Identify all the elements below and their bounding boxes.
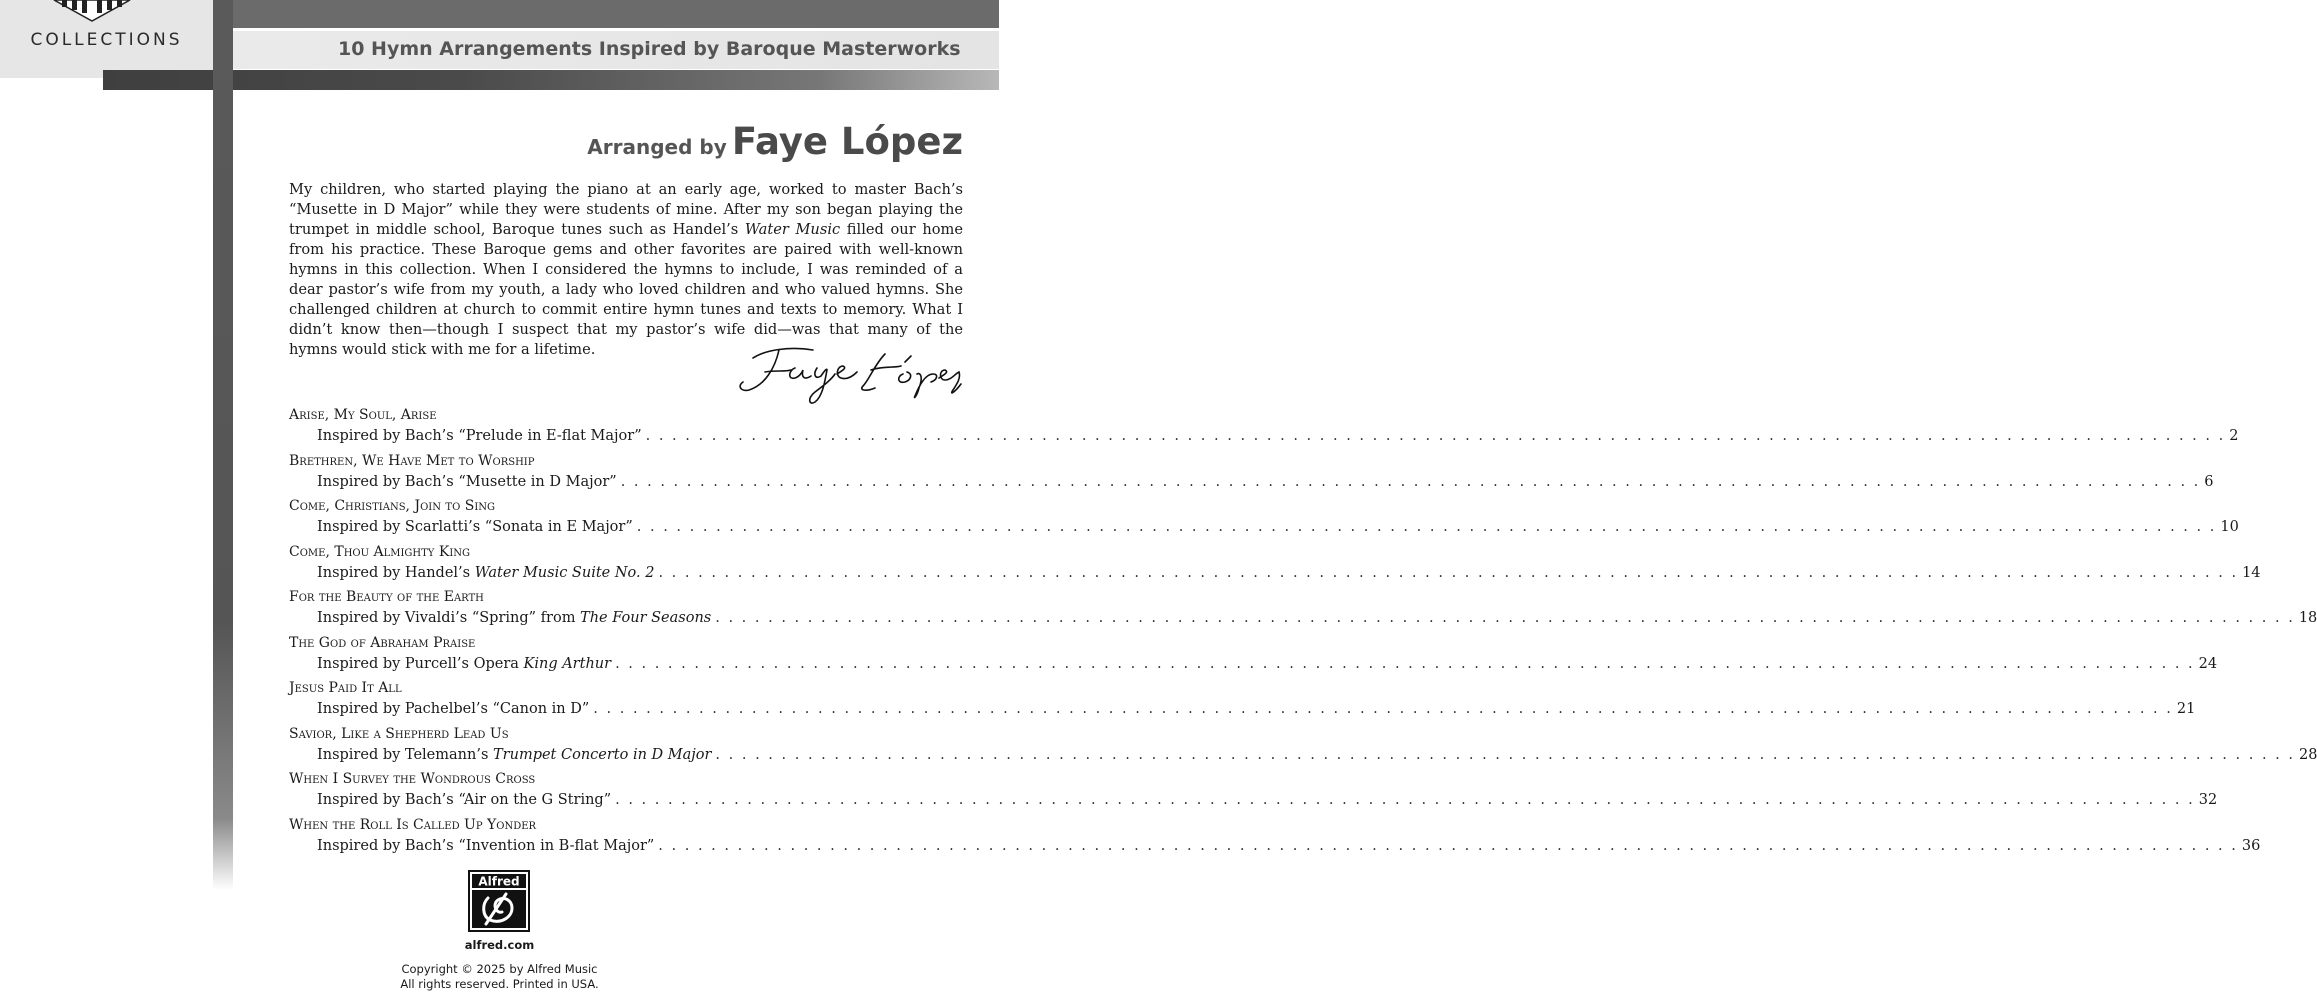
toc-hymn-title: When the Roll Is Called Up Yonder — [289, 816, 537, 833]
copyright-block — [0, 962, 999, 992]
toc-work-title: The Four Seasons — [580, 610, 712, 626]
toc-leader-dots: . . . . . . . . . . . . . . . . . . . . . . . . . . . . . . . . . . . . . . . . . . . . . . . . . . . . . . . . . . . . . . . . . . . . . . . . . . . . . . . . . . . . . . . . . . . . . . . . . . . . . . . . . . . . . . . . . . . . . . . . — [658, 564, 2239, 581]
toc-hymn-title: Savior, Like a Shepherd Lead Us — [289, 725, 509, 742]
toc-entry — [289, 815, 2261, 861]
toc-work-title: Trumpet Concerto in D Major — [493, 746, 712, 763]
table-of-contents — [289, 405, 2317, 860]
toc-entry — [289, 769, 2218, 815]
toc-inspiration-text: Inspired by Bach’s “Musette in D Major” — [317, 473, 617, 490]
toc-inspiration — [317, 836, 654, 857]
toc-inspiration-text: Inspired by Scarlatti’s “Sonata in E Major” — [317, 519, 633, 535]
toc-inspiration-line — [289, 563, 2261, 584]
toc-inspiration-line — [289, 745, 2317, 766]
intro-text-italic: Water Music — [744, 221, 841, 238]
toc-inspiration — [317, 745, 711, 766]
toc-hymn-title: Brethren, We Have Met to Worship — [289, 452, 535, 469]
rights-line: All rights reserved. Printed in USA. — [400, 977, 599, 991]
toc-inspiration — [317, 608, 711, 629]
toc-leader-dots: . . . . . . . . . . . . . . . . . . . . . . . . . . . . . . . . . . . . . . . . . . . . . . . . . . . . . . . . . . . . . . . . . . . . . . . . . . . . . . . . . . . . . . . . . . . . . . . . . . . . . . . . . . . . . . . . . . . . . . . . — [636, 519, 2217, 535]
toc-page-number: 14 — [2242, 564, 2261, 581]
toc-inspiration-text: Inspired by Purcell’s Opera — [317, 655, 524, 672]
toc-hymn-title: Arise, My Soul, Arise — [289, 407, 437, 423]
toc-inspiration-line — [289, 654, 2218, 675]
copyright-line: Copyright © 2025 by Alfred Music — [401, 962, 598, 976]
toc-entry — [289, 405, 2239, 451]
toc-inspiration — [317, 426, 642, 447]
toc-hymn-title: The God of Abraham Praise — [289, 634, 476, 651]
toc-entry — [289, 724, 2317, 770]
toc-page-number: 18 — [2298, 610, 2317, 626]
cross-vertical-bar — [213, 0, 233, 890]
toc-inspiration-text: Inspired by Bach’s “Invention in B-flat Major” — [317, 837, 655, 854]
toc-leader-dots: . . . . . . . . . . . . . . . . . . . . . . . . . . . . . . . . . . . . . . . . . . . . . . . . . . . . . . . . . . . . . . . . . . . . . . . . . . . . . . . . . . . . . . . . . . . . . . . . . . . . . . . . . . . . . . . . . . . . . . . . — [715, 746, 2296, 763]
toc-inspiration-text: Inspired by Bach’s “Prelude in E-flat Major” — [317, 428, 642, 444]
toc-page-number: 10 — [2220, 519, 2239, 535]
book-subtitle: 10 Hymn Arrangements Inspired by Baroque Masterworks — [338, 38, 961, 60]
toc-inspiration-line — [289, 790, 2218, 811]
toc-inspiration-text: Inspired by Bach’s “Air on the G String” — [317, 792, 612, 808]
toc-inspiration-text: Inspired by Telemann’s — [317, 746, 493, 763]
toc-inspiration — [317, 563, 654, 584]
toc-page-number: 6 — [2204, 473, 2214, 490]
toc-entry — [289, 496, 2239, 542]
intro-paragraph — [289, 180, 963, 360]
toc-inspiration-line — [289, 517, 2239, 538]
toc-inspiration-text: Inspired by Handel’s — [317, 564, 475, 581]
signature-image — [735, 340, 970, 410]
toc-inspiration-line — [289, 699, 2196, 720]
toc-page-number: 24 — [2198, 655, 2218, 672]
arranged-by-label: Arranged by — [587, 135, 727, 159]
toc-inspiration — [317, 472, 617, 493]
arranger-line — [587, 120, 963, 163]
cross-horizontal-bar — [103, 70, 999, 90]
toc-page-number: 2 — [2229, 428, 2239, 444]
toc-leader-dots: . . . . . . . . . . . . . . . . . . . . . . . . . . . . . . . . . . . . . . . . . . . . . . . . . . . . . . . . . . . . . . . . . . . . . . . . . . . . . . . . . . . . . . . . . . . . . . . . . . . . . . . . . . . . . . . . . . . . . . . . — [658, 837, 2238, 854]
toc-inspiration-line — [289, 836, 2261, 857]
toc-leader-dots: . . . . . . . . . . . . . . . . . . . . . . . . . . . . . . . . . . . . . . . . . . . . . . . . . . . . . . . . . . . . . . . . . . . . . . . . . . . . . . . . . . . . . . . . . . . . . . . . . . . . . . . . . . . . . . . . . . . . . . . . — [593, 701, 2173, 717]
title-banner — [233, 0, 999, 28]
series-logo-box — [0, 0, 213, 78]
toc-leader-dots: . . . . . . . . . . . . . . . . . . . . . . . . . . . . . . . . . . . . . . . . . . . . . . . . . . . . . . . . . . . . . . . . . . . . . . . . . . . . . . . . . . . . . . . . . . . . . . . . . . . . . . . . . . . . . . . . . . . . . . . . — [615, 655, 2195, 672]
toc-inspiration-line — [289, 472, 2214, 493]
toc-entry — [289, 542, 2261, 588]
toc-entry — [289, 587, 2317, 633]
toc-leader-dots: . . . . . . . . . . . . . . . . . . . . . . . . . . . . . . . . . . . . . . . . . . . . . . . . . . . . . . . . . . . . . . . . . . . . . . . . . . . . . . . . . . . . . . . . . . . . . . . . . . . . . . . . . . . . . . . . . . . . . . . . — [645, 428, 2226, 444]
toc-inspiration — [317, 654, 611, 675]
toc-hymn-title: Come, Christians, Join to Sing — [289, 498, 496, 514]
toc-inspiration-line — [289, 608, 2317, 629]
toc-entry — [289, 451, 2214, 497]
toc-leader-dots: . . . . . . . . . . . . . . . . . . . . . . . . . . . . . . . . . . . . . . . . . . . . . . . . . . . . . . . . . . . . . . . . . . . . . . . . . . . . . . . . . . . . . . . . . . . . . . . . . . . . . . . . . . . . . . . . . . . . . . . . — [620, 473, 2201, 490]
alfred-logo-icon — [468, 870, 530, 932]
toc-leader-dots: . . . . . . . . . . . . . . . . . . . . . . . . . . . . . . . . . . . . . . . . . . . . . . . . . . . . . . . . . . . . . . . . . . . . . . . . . . . . . . . . . . . . . . . . . . . . . . . . . . . . . . . . . . . . . . . . . . . . . . . . — [715, 610, 2295, 626]
series-name: COLLECTIONS — [30, 30, 183, 50]
toc-entry — [289, 633, 2218, 679]
intro-text-part: filled our home from his practice. These Baroque gems and other favorites are paired with well-known hymns in this collection. When I considered the hymns to include, I was reminded of a dear pastor’s wife from my youth, a lady who loved children and who valued hymns. She challenged children at church to commit entire hymn tunes and texts to memory. What I didn’t know then—though I suspect that my pastor’s wife did—was that many of the hymns would stick with me for a lifetime. — [289, 221, 963, 358]
alfred-website: alfred.com — [464, 938, 535, 952]
arranger-name: Faye López — [731, 120, 963, 163]
toc-page-number: 28 — [2299, 746, 2317, 763]
toc-hymn-title: When I Survey the Wondrous Cross — [289, 771, 536, 787]
toc-inspiration — [317, 790, 611, 811]
toc-inspiration-text: Inspired by Pachelbel’s “Canon in D” — [317, 701, 590, 717]
toc-hymn-title: Come, Thou Almighty King — [289, 543, 471, 560]
toc-work-title: Water Music Suite No. 2 — [474, 564, 655, 581]
piano-keys-logo-icon — [52, 0, 132, 22]
toc-entry — [289, 678, 2196, 724]
toc-leader-dots: . . . . . . . . . . . . . . . . . . . . . . . . . . . . . . . . . . . . . . . . . . . . . . . . . . . . . . . . . . . . . . . . . . . . . . . . . . . . . . . . . . . . . . . . . . . . . . . . . . . . . . . . . . . . . . . . . . . . . . . . — [615, 792, 2195, 808]
toc-inspiration-text: Inspired by Vivaldi’s “Spring” from — [317, 610, 581, 626]
toc-page-number: 36 — [2241, 837, 2261, 854]
toc-inspiration — [317, 699, 589, 720]
toc-work-title: King Arthur — [523, 655, 612, 672]
toc-hymn-title: Jesus Paid It All — [289, 680, 402, 696]
toc-inspiration-line — [289, 426, 2239, 447]
intro-text-part: My children, who started playing the piano at an early age, worked to master Bach’s “Musette in D Major” while they were students of mine. After my son began playing the trumpet in middle school, Baroque tunes such as Handel’s — [289, 181, 963, 238]
toc-page-number: 21 — [2176, 701, 2196, 717]
toc-hymn-title: For the Beauty of the Earth — [289, 589, 484, 605]
toc-page-number: 32 — [2198, 792, 2218, 808]
toc-inspiration — [317, 517, 633, 538]
svg-text:Alfred: Alfred — [478, 874, 520, 889]
